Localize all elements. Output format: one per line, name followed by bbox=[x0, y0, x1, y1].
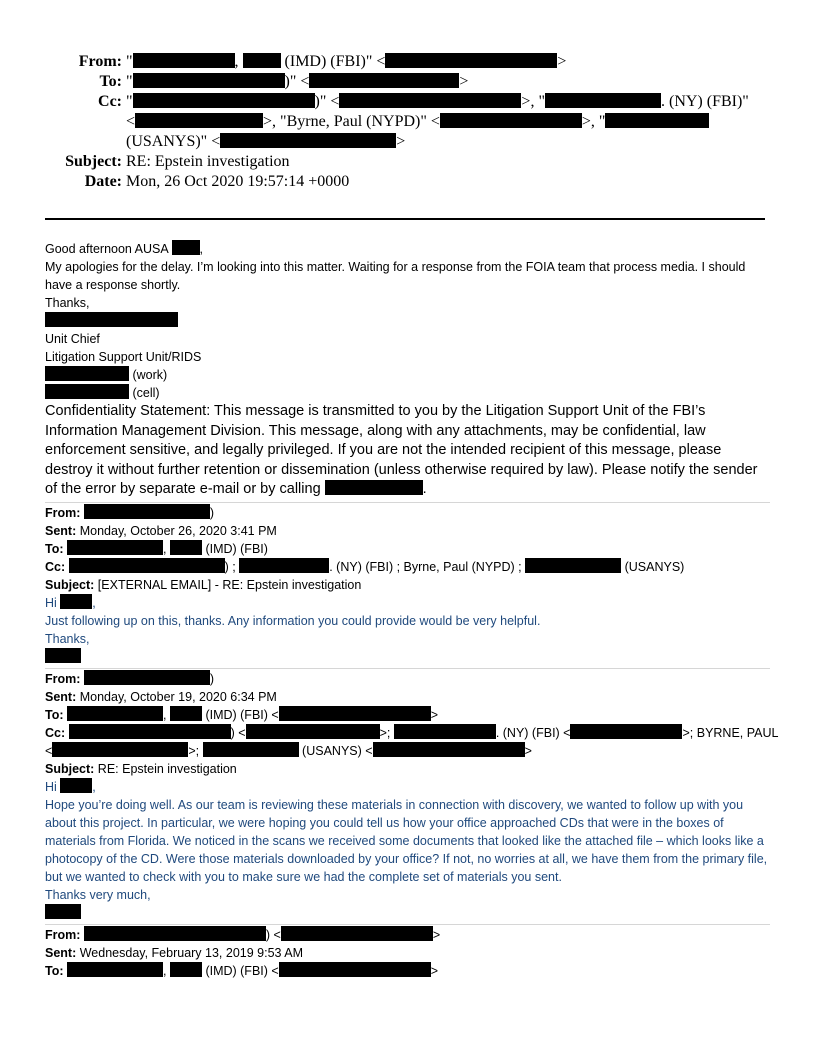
signature-name bbox=[45, 312, 770, 330]
redaction bbox=[135, 113, 263, 128]
subject-label: Subject: bbox=[65, 153, 122, 170]
redaction bbox=[325, 480, 423, 495]
redaction bbox=[281, 926, 433, 941]
msg3-cc: Cc: ) < >; . (NY) (FBI) < >; BYRNE, PAUL bbox=[45, 725, 779, 740]
msg3-thanks: Thanks very much, bbox=[45, 887, 151, 902]
redaction bbox=[525, 558, 621, 573]
email-header bbox=[40, 52, 780, 192]
msg2-greeting: Hi , bbox=[45, 595, 96, 610]
redaction bbox=[339, 93, 521, 108]
cc-mid: . (NY) (FBI)" bbox=[660, 93, 749, 110]
message-text: My apologies for the delay. I’m looking into this matter. Waiting for a response from the FOIA team that process media. I should have a response shortly. bbox=[45, 260, 746, 292]
redaction bbox=[246, 724, 380, 739]
email-body bbox=[45, 240, 779, 980]
msg2-sent: Sent: Monday, October 26, 2020 3:41 PM bbox=[45, 523, 277, 538]
cc-byrne: >, "Byrne, Paul (NYPD)" < bbox=[263, 113, 440, 130]
cc-label: Cc: bbox=[98, 93, 122, 110]
redaction bbox=[440, 113, 582, 128]
header-divider bbox=[45, 218, 765, 220]
msg3-greeting: Hi , bbox=[45, 779, 96, 794]
redaction bbox=[309, 73, 459, 88]
msg3-subject: Subject: RE: Epstein investigation bbox=[45, 761, 237, 776]
subject-value: RE: Epstein investigation bbox=[126, 153, 290, 170]
cc-usanys: (USANYS)" < bbox=[126, 133, 221, 150]
msg4-sent: Sent: Wednesday, February 13, 2019 9:53 AM bbox=[45, 945, 304, 960]
signature-work-phone: (work) bbox=[45, 366, 770, 384]
header-subject-row bbox=[40, 152, 780, 172]
redaction bbox=[170, 962, 202, 977]
redaction bbox=[45, 648, 81, 663]
redaction bbox=[69, 558, 225, 573]
redaction bbox=[60, 594, 92, 609]
redaction bbox=[170, 540, 202, 555]
redaction bbox=[373, 742, 525, 757]
redaction bbox=[52, 742, 188, 757]
signature-unit: Litigation Support Unit/RIDS bbox=[45, 350, 202, 364]
redaction bbox=[203, 742, 299, 757]
msg2-from: From: ) bbox=[45, 505, 215, 520]
redaction bbox=[133, 93, 315, 108]
redaction bbox=[279, 706, 431, 721]
redaction bbox=[133, 73, 285, 88]
msg2-cc: Cc: ) ; . (NY) (FBI) ; Byrne, Paul (NYPD) ; (USANYS) bbox=[45, 559, 685, 574]
redaction bbox=[45, 366, 129, 381]
redaction bbox=[394, 724, 496, 739]
message-separator bbox=[45, 668, 770, 669]
redaction bbox=[67, 540, 163, 555]
redaction bbox=[385, 53, 557, 68]
redaction bbox=[84, 504, 210, 519]
msg2-to: To: , (IMD) (FBI) bbox=[45, 541, 268, 556]
msg3-from: From: ) bbox=[45, 671, 215, 686]
msg3-signature bbox=[45, 904, 770, 922]
to-label: To: bbox=[99, 73, 122, 90]
redaction bbox=[45, 312, 178, 327]
header-from-row: From: " , (IMD) (FBI)" < > bbox=[40, 52, 780, 72]
redaction bbox=[133, 53, 235, 68]
header-to-row: To: " )" < > bbox=[40, 72, 780, 92]
redaction bbox=[67, 706, 163, 721]
msg3-text: Hope you’re doing well. As our team is reviewing these materials in connection with discovery, we wanted to follow up with you about this project. In particular, we were hoping you could tell us how your office approached CDs that were in the boxes of materials from Florida. We noticed in the scans we received some documents that looked like the attached file – which looks like a photocopy of the CD. Were those materials downloaded by your office? If not, no worries at all, we have them from the primary file, but we wanted to check with you to make sure we had the complete set of materials you sent. bbox=[45, 797, 768, 884]
redaction bbox=[243, 53, 281, 68]
redaction bbox=[84, 670, 210, 685]
redaction bbox=[605, 113, 709, 128]
message-separator bbox=[45, 502, 770, 503]
msg3-sent: Sent: Monday, October 19, 2020 6:34 PM bbox=[45, 689, 277, 704]
header-cc-row: Cc: " )" < >, " . (NY) (FBI)" < >, "Byrne, Paul (NYPD)" < >, " (USANYS)" < > bbox=[40, 92, 780, 152]
confidentiality-statement: Confidentiality Statement: This message is transmitted to you by the Litigation Support Unit of the FBI’s Information Management Division. This message, along with any attachments, may be confidential, law enforcement sensitive, and legally privileged. If you are not the intended recipient of this message, please destroy it without further retention or dissemination (unless otherwise required by law). Please notify the sender of the error by separate e-mail or by calling . bbox=[45, 403, 758, 497]
redaction bbox=[220, 133, 396, 148]
redaction bbox=[45, 384, 129, 399]
msg4-to: To: , (IMD) (FBI) < > bbox=[45, 963, 439, 978]
msg2-thanks: Thanks, bbox=[45, 631, 90, 646]
redaction bbox=[545, 93, 661, 108]
thanks-text: Thanks, bbox=[45, 296, 90, 310]
from-label: From: bbox=[78, 53, 122, 70]
date-value: Mon, 26 Oct 2020 19:57:14 +0000 bbox=[126, 173, 350, 190]
msg2-subject: Subject: [EXTERNAL EMAIL] - RE: Epstein investigation bbox=[45, 577, 362, 592]
redaction bbox=[69, 724, 231, 739]
redaction bbox=[570, 724, 682, 739]
redaction bbox=[279, 962, 431, 977]
message-separator bbox=[45, 924, 770, 925]
redaction bbox=[170, 706, 202, 721]
date-label: Date: bbox=[84, 173, 122, 190]
msg2-text: Just following up on this, thanks. Any information you could provide would be very helpful. bbox=[45, 613, 541, 628]
msg3-cc-cont: < >; (USANYS) < > bbox=[45, 743, 532, 758]
signature-title: Unit Chief bbox=[45, 332, 100, 346]
from-value: (IMD) (FBI)" bbox=[284, 53, 373, 70]
redaction bbox=[239, 558, 329, 573]
header-date-row bbox=[40, 172, 780, 192]
redaction bbox=[45, 904, 81, 919]
redaction bbox=[67, 962, 163, 977]
greeting: Good afternoon AUSA , bbox=[45, 242, 203, 256]
msg2-signature bbox=[45, 648, 770, 666]
redaction bbox=[84, 926, 266, 941]
redaction bbox=[60, 778, 92, 793]
signature-cell-phone: (cell) bbox=[45, 384, 770, 402]
msg3-to: To: , (IMD) (FBI) < > bbox=[45, 707, 439, 722]
redaction bbox=[172, 240, 200, 255]
msg4-from: From: ) < > bbox=[45, 927, 441, 942]
